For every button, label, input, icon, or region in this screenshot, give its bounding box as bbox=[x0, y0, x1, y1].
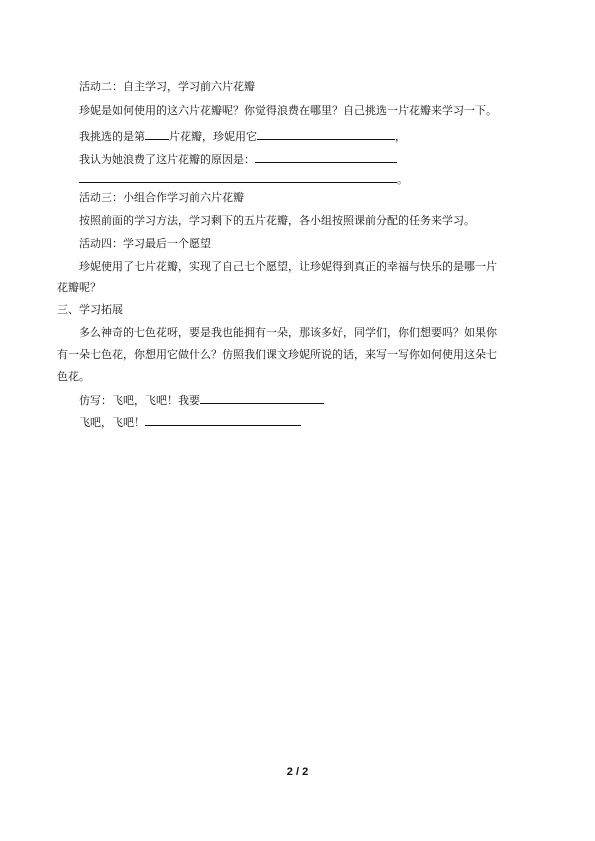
fill3-suffix: 。 bbox=[397, 173, 408, 186]
activity2-question: 珍妮是如何使用的这六片花瓣呢？你觉得浪费在哪里？自己挑选一片花瓣来学习一下。 bbox=[79, 104, 497, 117]
activity4-text-line-2: 花瓣呢？ bbox=[57, 281, 101, 294]
activity3-heading: 活动三：小组合作学习前六片花瓣 bbox=[79, 191, 244, 204]
imitate1-blank[interactable] bbox=[200, 392, 324, 404]
fill1-prefix: 我挑选的是第 bbox=[79, 130, 145, 143]
activity2-fill-line-1 bbox=[79, 128, 406, 144]
section3-para-line-2: 有一朵七色花，你想用它做什么？仿照我们课文珍妮所说的话，来写一写你如何使用这朵七 bbox=[57, 348, 497, 361]
imitate-line-2 bbox=[79, 414, 301, 430]
imitate2-prefix: 飞吧，飞吧！ bbox=[79, 416, 145, 429]
waste-reason-blank[interactable] bbox=[255, 151, 397, 163]
petal-usage-blank[interactable] bbox=[257, 128, 395, 140]
activity2-fill-line-2 bbox=[79, 151, 397, 167]
activity2-fill-line-3 bbox=[79, 171, 408, 187]
petal-number-blank[interactable] bbox=[145, 128, 169, 140]
activity2-heading: 活动二：自主学习，学习前六片花瓣 bbox=[79, 80, 255, 93]
waste-reason-continued-blank[interactable] bbox=[79, 171, 397, 183]
imitate2-blank[interactable] bbox=[145, 414, 301, 426]
imitate-line-1 bbox=[79, 392, 324, 408]
imitate1-prefix: 仿写：飞吧，飞吧！我要 bbox=[79, 394, 200, 407]
activity4-text-line-1: 珍妮使用了七片花瓣，实现了自己七个愿望，让珍妮得到真正的幸福与快乐的是哪一片 bbox=[79, 260, 497, 273]
fill2-prefix: 我认为她浪费了这片花瓣的原因是： bbox=[79, 153, 255, 166]
fill1-mid: 片花瓣，珍妮用它 bbox=[169, 130, 257, 143]
activity3-text: 按照前面的学习方法，学习剩下的五片花瓣，各小组按照课前分配的任务来学习。 bbox=[79, 214, 475, 227]
activity4-heading: 活动四：学习最后一个愿望 bbox=[79, 237, 211, 250]
fill1-suffix: ， bbox=[395, 130, 406, 143]
section3-para-line-1: 多么神奇的七色花呀，要是我也能拥有一朵，那该多好，同学们，你们想要吗？如果你 bbox=[79, 326, 497, 339]
section3-heading: 三、学习拓展 bbox=[57, 303, 123, 316]
page-number: 2 / 2 bbox=[286, 766, 309, 778]
section3-para-line-3: 色花。 bbox=[57, 370, 90, 383]
